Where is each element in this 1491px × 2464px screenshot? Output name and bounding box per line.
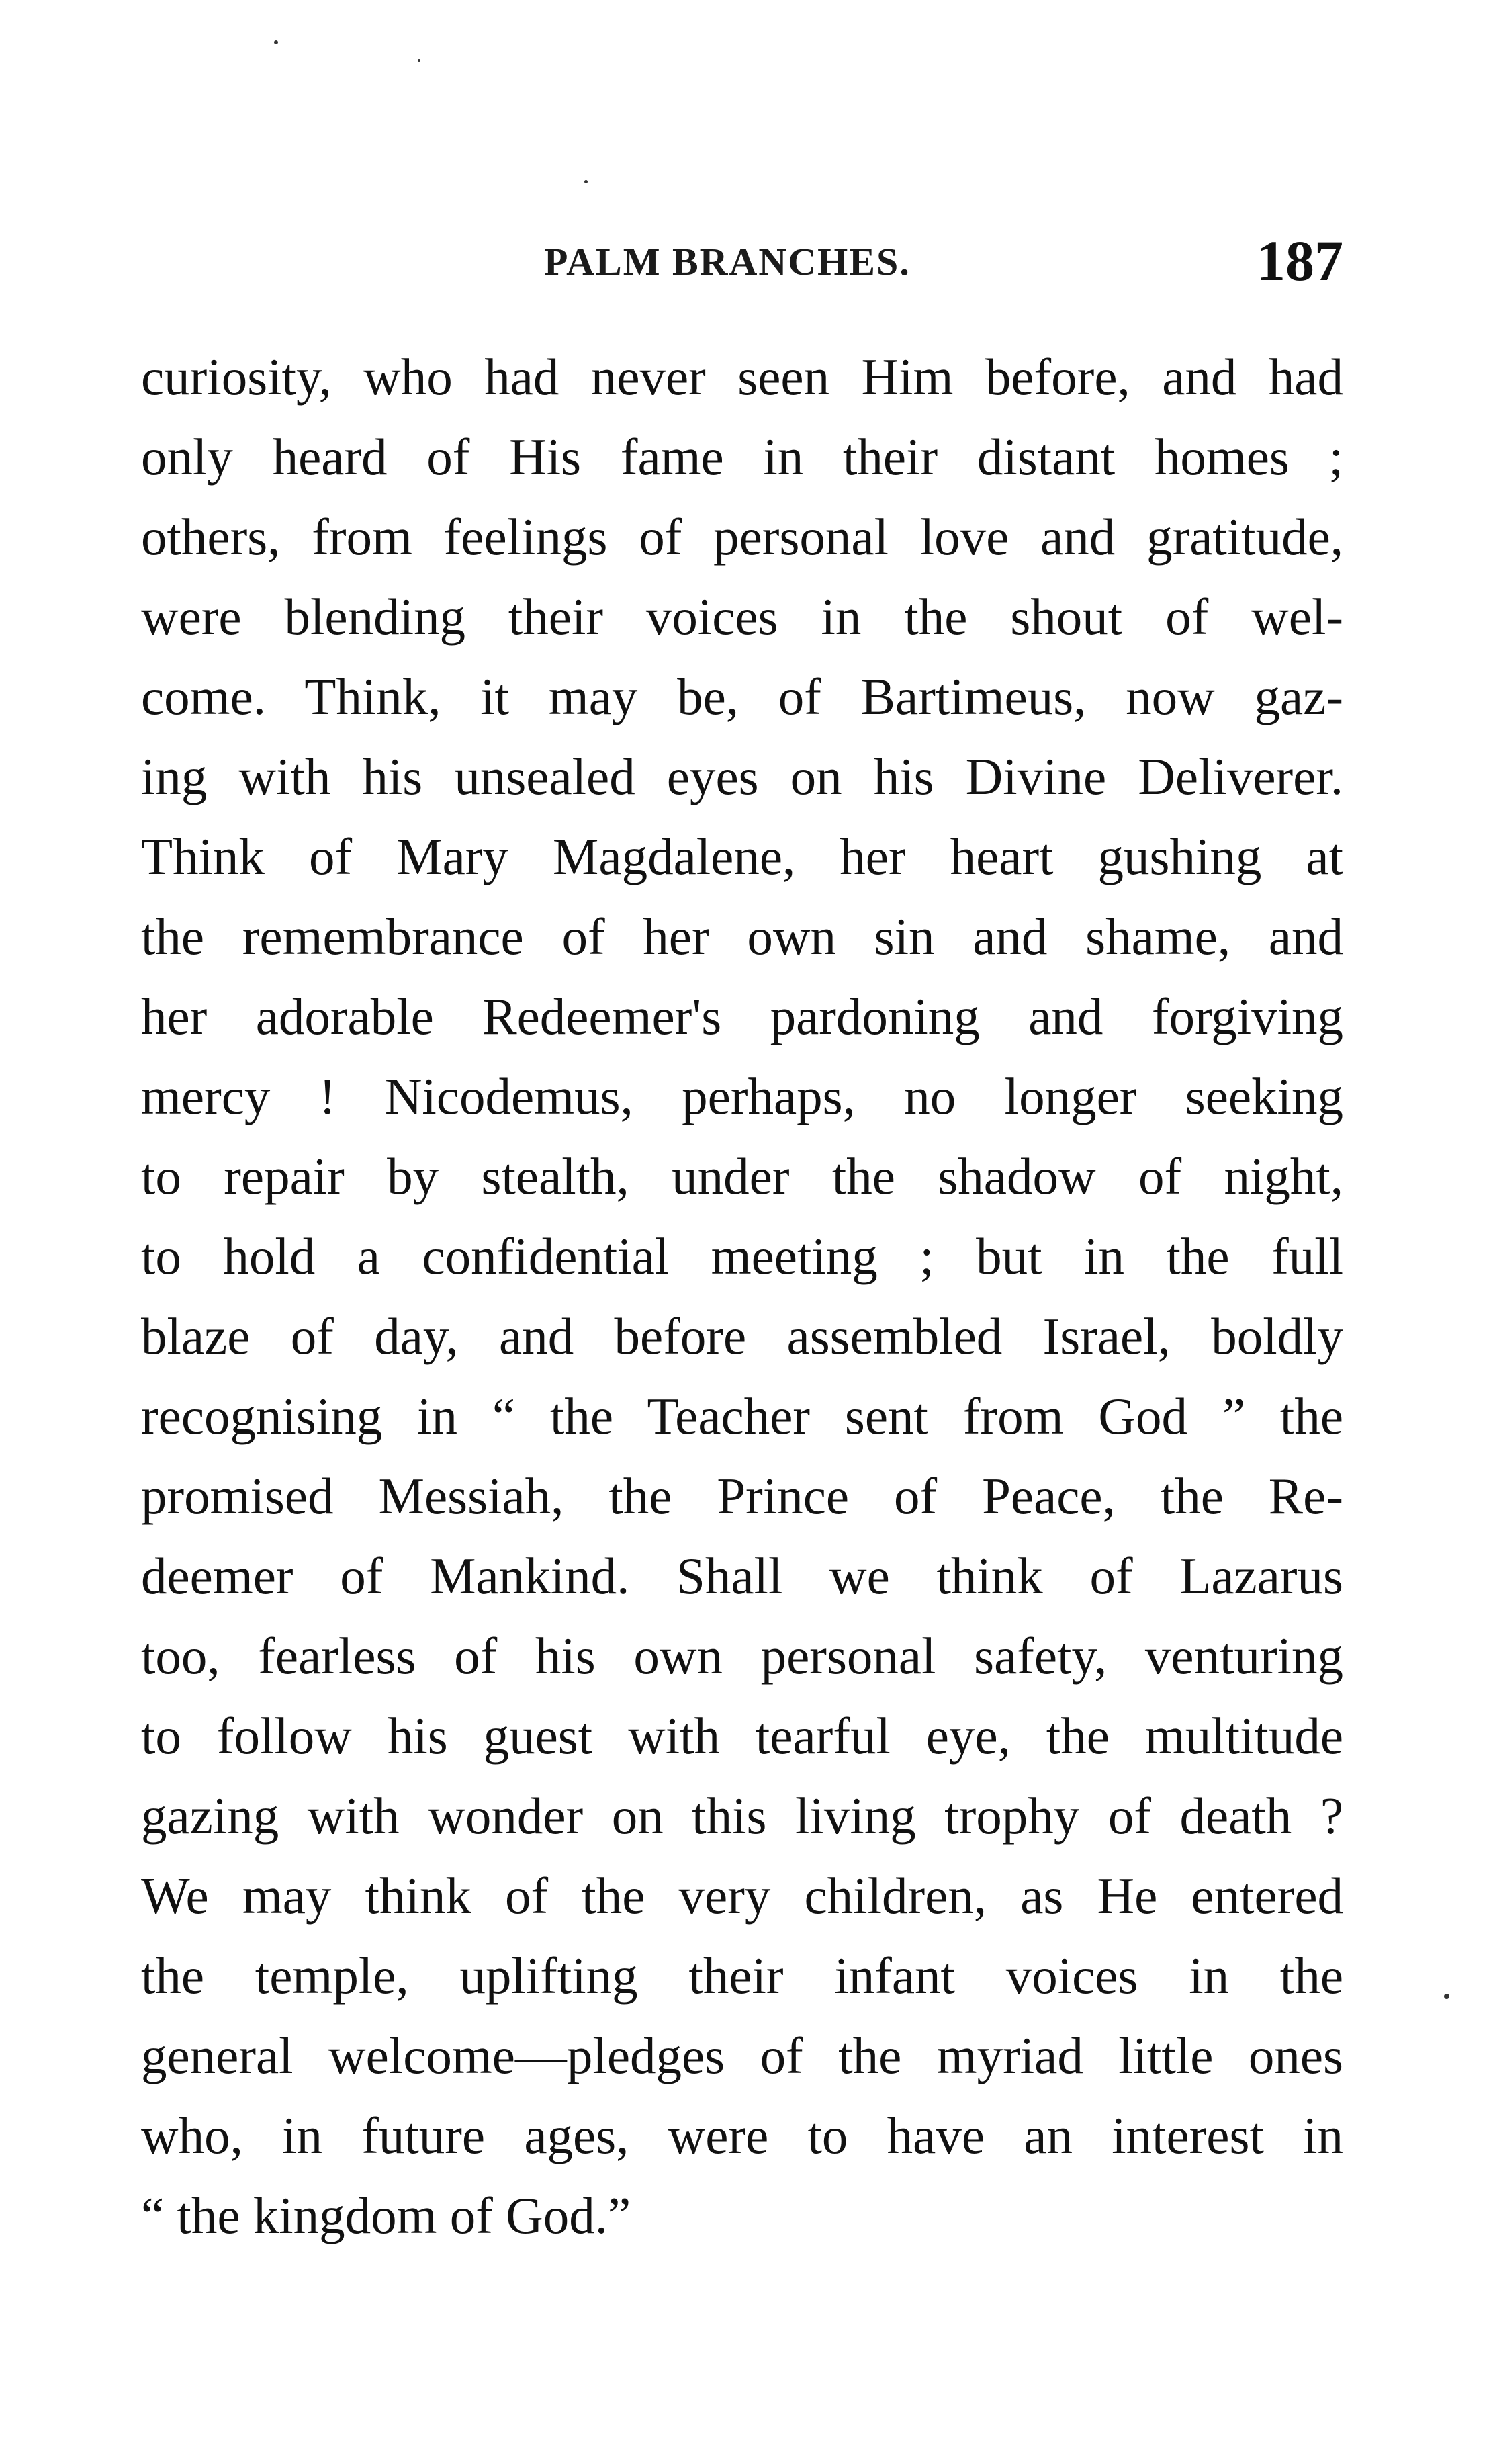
scan-speck: [418, 59, 420, 62]
text-line: to repair by stealth, under the shadow of night,: [141, 1147, 1343, 1205]
page-number: 187: [1257, 228, 1343, 293]
running-title: PALM BRANCHES.: [544, 240, 911, 283]
text-line: gazing with wonder on this living trophy of death ?: [141, 1787, 1343, 1845]
text-line: ing with his unsealed eyes on his Divine Deliverer.: [141, 748, 1343, 805]
text-line: mercy ! Nicodemus, perhaps, no longer seeking: [141, 1067, 1343, 1125]
scan-speck: [1444, 1994, 1449, 1999]
scan-speck: [274, 40, 278, 44]
text-line: recognising in “ the Teacher sent from God ” the: [141, 1387, 1343, 1445]
text-line: too, fearless of his own personal safety, venturing: [141, 1627, 1343, 1685]
text-line: her adorable Redeemer's pardoning and forgiving: [141, 987, 1343, 1045]
body-text: [141, 337, 1343, 2256]
text-line: come. Think, it may be, of Bartimeus, now gaz-: [141, 668, 1343, 725]
text-line-last: “ the kingdom of God.”: [141, 2187, 631, 2244]
text-line: others, from feelings of personal love and gratitude,: [141, 508, 1343, 566]
page-header: [141, 227, 1343, 293]
text-line: the remembrance of her own sin and shame, and: [141, 908, 1343, 965]
text-line: who, in future ages, were to have an interest in: [141, 2107, 1343, 2164]
scan-speck: [584, 180, 588, 183]
text-line: promised Messiah, the Prince of Peace, the Re-: [141, 1467, 1343, 1525]
text-line: to follow his guest with tearful eye, the multitude: [141, 1707, 1343, 1765]
text-line: We may think of the very children, as He entered: [141, 1867, 1343, 1925]
text-line: only heard of His fame in their distant homes ;: [141, 428, 1343, 486]
text-line: to hold a confidential meeting ; but in the full: [141, 1227, 1343, 1285]
text-line: blaze of day, and before assembled Israel, boldly: [141, 1307, 1343, 1365]
text-line: deemer of Mankind. Shall we think of Lazarus: [141, 1547, 1343, 1605]
text-line: curiosity, who had never seen Him before, and had: [141, 348, 1343, 406]
text-line: the temple, uplifting their infant voices in the: [141, 1947, 1343, 2005]
text-line: general welcome—pledges of the myriad little ones: [141, 2027, 1343, 2084]
text-line: were blending their voices in the shout of wel-: [141, 588, 1343, 646]
text-line: Think of Mary Magdalene, her heart gushing at: [141, 828, 1343, 885]
